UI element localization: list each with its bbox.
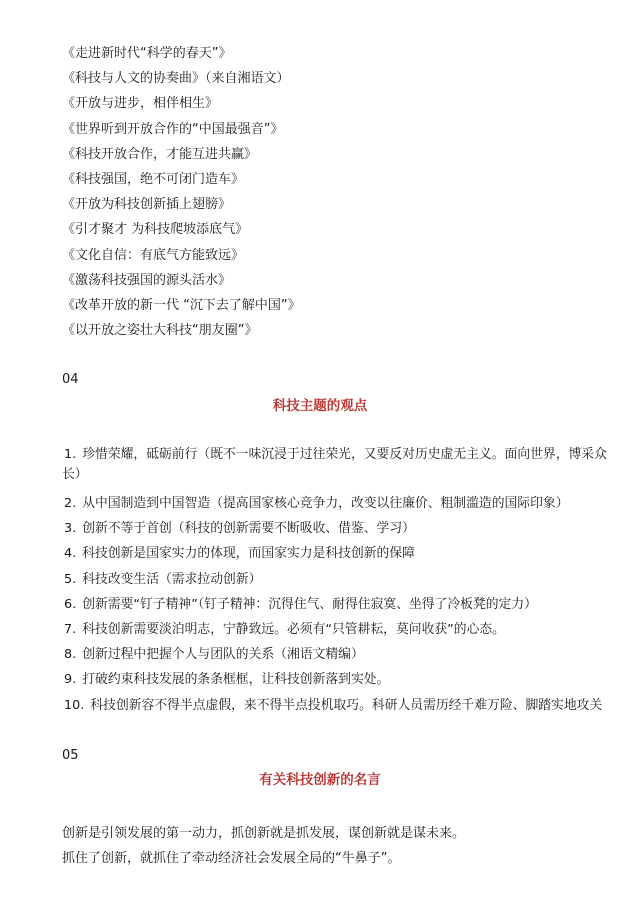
essay-title: 《世界听到开放合作的“中国最强音”》 bbox=[62, 121, 284, 137]
viewpoint-item bbox=[62, 491, 607, 516]
essay-title: 《科技开放合作，才能互进共赢》 bbox=[62, 146, 258, 162]
essay-title: 《改革开放的新一代 “沉下去了解中国”》 bbox=[62, 297, 301, 313]
section-title-quotes: 有关科技创新的名言 bbox=[259, 772, 381, 788]
viewpoint-list bbox=[62, 445, 607, 718]
viewpoint-text: 科技创新容不得半点虚假，来不得半点投机取巧。科研人员需历经千难万险、脚踏实地攻关 bbox=[90, 697, 603, 713]
quote-list bbox=[62, 821, 465, 871]
essay-title: 《文化自信：有底气方能致远》 bbox=[62, 247, 245, 263]
essay-title: 《以开放之姿壮大科技“朋友圈”》 bbox=[62, 323, 258, 339]
viewpoint-number: 10. bbox=[64, 697, 85, 713]
viewpoint-item bbox=[62, 642, 607, 667]
viewpoint-item bbox=[62, 693, 607, 718]
essay-title: 《引才聚才 为科技爬坡添底气》 bbox=[62, 222, 249, 238]
viewpoint-text: 创新不等于首创（科技的创新需要不断吸收、借鉴、学习） bbox=[82, 521, 415, 537]
essay-title: 《激荡科技强国的源头活水》 bbox=[62, 272, 232, 288]
viewpoint-number: 4. bbox=[64, 546, 77, 562]
viewpoint-item bbox=[62, 592, 607, 617]
viewpoint-item bbox=[62, 516, 607, 541]
viewpoint-item bbox=[62, 445, 607, 485]
viewpoint-text: 科技创新需要淡泊明志，宁静致远。必须有“只管耕耘，莫问收获”的心态。 bbox=[82, 622, 505, 638]
viewpoint-number: 9. bbox=[64, 672, 77, 688]
viewpoint-text: 创新需要“钉子精神”（钉子精神：沉得住气、耐得住寂寞、坐得了冷板凳的定力） bbox=[82, 596, 537, 612]
viewpoint-number: 3. bbox=[64, 521, 77, 537]
viewpoint-text: 珍惜荣耀，砥砺前行（既不一味沉浸于过往荣光，又要反对历史虚无主义。面向世界，博采众长） bbox=[62, 447, 607, 482]
viewpoint-text: 打破约束科技发展的条条框框，让科技创新落到实处。 bbox=[82, 672, 390, 688]
viewpoint-item bbox=[62, 617, 607, 642]
viewpoint-text: 从中国制造到中国智造（提高国家核心竞争力，改变以往廉价、粗制滥造的国际印象） bbox=[82, 496, 569, 511]
viewpoint-text: 科技改变生活（需求拉动创新） bbox=[82, 571, 262, 587]
essay-title: 《开放与进步，相伴相生》 bbox=[62, 96, 219, 112]
viewpoint-number: 7. bbox=[64, 622, 77, 638]
essay-title: 《科技强国，绝不可闭门造车》 bbox=[62, 171, 245, 187]
essay-title: 《走进新时代“科学的春天”》 bbox=[62, 46, 232, 61]
viewpoint-text: 科技创新是国家实力的体现，而国家实力是科技创新的保障 bbox=[82, 546, 415, 562]
essay-title-list bbox=[62, 41, 301, 343]
viewpoint-number: 6. bbox=[64, 596, 77, 612]
quote-line: 抓住了创新，就抓住了牵动经济社会发展全局的“牛鼻子”。 bbox=[62, 851, 401, 866]
viewpoint-number: 5. bbox=[64, 571, 77, 587]
essay-title: 《开放为科技创新插上翅膀》 bbox=[62, 197, 232, 213]
viewpoint-text: 创新过程中把握个人与团队的关系（湘语文精编） bbox=[82, 647, 364, 663]
viewpoint-number: 8. bbox=[64, 647, 77, 663]
quote-line: 创新是引领发展的第一动力，抓创新就是抓发展，谋创新就是谋未来。 bbox=[62, 826, 466, 841]
viewpoint-number: 1. bbox=[64, 447, 77, 462]
section-number-05: 05 bbox=[62, 748, 79, 763]
section-title-viewpoints: 科技主题的观点 bbox=[272, 398, 368, 414]
viewpoint-item bbox=[62, 567, 607, 592]
viewpoint-item bbox=[62, 541, 607, 566]
viewpoint-number: 2. bbox=[64, 496, 77, 511]
section-number-04: 04 bbox=[62, 372, 79, 387]
viewpoint-item bbox=[62, 667, 607, 692]
essay-title: 《科技与人文的协奏曲》（来自湘语文） bbox=[62, 71, 290, 87]
